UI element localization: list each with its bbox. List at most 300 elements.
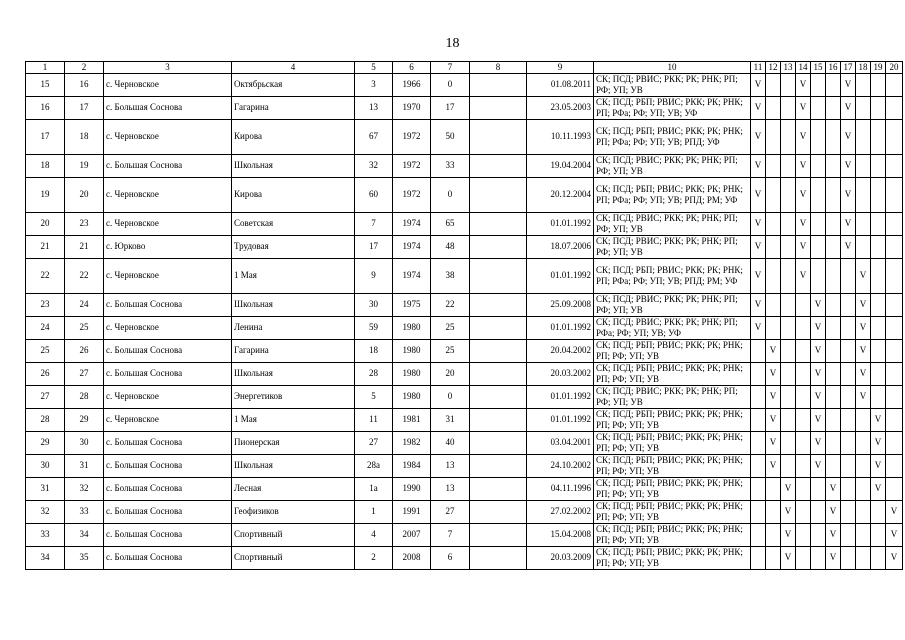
mark-cell-19: [871, 546, 886, 569]
date-cell: 23.05.2003: [527, 96, 594, 119]
mark-cell-16: [826, 119, 841, 154]
mark-cell-19: [871, 235, 886, 258]
column-7-cell: 13: [431, 477, 470, 500]
mark-cell-16: V: [826, 546, 841, 569]
mark-cell-19: [871, 500, 886, 523]
mark-cell-20: [886, 408, 903, 431]
column-8-cell: [470, 293, 527, 316]
mark-cell-19: [871, 362, 886, 385]
year-cell: 1980: [393, 316, 431, 339]
table-body: [26, 73, 903, 569]
mark-cell-17: [841, 454, 856, 477]
mark-cell-15: [811, 546, 826, 569]
row-number: 27: [26, 385, 65, 408]
mark-cell-14: V: [796, 119, 811, 154]
mark-cell-13: [781, 293, 796, 316]
mark-cell-20: [886, 293, 903, 316]
mark-cell-11: V: [751, 293, 766, 316]
table-row: [26, 523, 903, 546]
date-cell: 25.09.2008: [527, 293, 594, 316]
mark-cell-11: [751, 362, 766, 385]
codes-cell: СК; ПСД; РБП; РВИС; РКК; РК; РНК; РП; РФ; УП; УВ: [594, 500, 751, 523]
registry-number: 31: [65, 454, 104, 477]
mark-cell-12: V: [766, 431, 781, 454]
codes-cell: СК; ПСД; РВИС; РКК; РК; РНК; РП; РФ; УП; УВ: [594, 235, 751, 258]
column-7-cell: 0: [431, 385, 470, 408]
column-8-cell: [470, 362, 527, 385]
table-row: [26, 316, 903, 339]
page-number: 18: [445, 36, 460, 51]
year-cell: 1970: [393, 96, 431, 119]
row-number: 16: [26, 96, 65, 119]
mark-cell-20: [886, 154, 903, 177]
mark-cell-20: [886, 431, 903, 454]
mark-cell-12: V: [766, 454, 781, 477]
column-8-cell: [470, 177, 527, 212]
year-cell: 1974: [393, 258, 431, 293]
settlement-cell: с. Большая Соснова: [104, 477, 232, 500]
column-header-19: 19: [871, 62, 886, 74]
mark-cell-18: V: [856, 258, 871, 293]
house-number-cell: 60: [355, 177, 393, 212]
street-cell: Школьная: [232, 362, 355, 385]
mark-cell-13: [781, 212, 796, 235]
codes-cell: СК; ПСД; РБП; РВИС; РКК; РК; РНК; РП; РФ; УП; УВ: [594, 454, 751, 477]
date-cell: 04.11.1996: [527, 477, 594, 500]
date-cell: 27.02.2002: [527, 500, 594, 523]
mark-cell-11: [751, 339, 766, 362]
column-header-3: 3: [104, 62, 232, 74]
mark-cell-20: V: [886, 500, 903, 523]
column-header-6: 6: [393, 62, 431, 74]
street-cell: Гагарина: [232, 96, 355, 119]
mark-cell-17: [841, 523, 856, 546]
mark-cell-12: V: [766, 408, 781, 431]
registry-number: 30: [65, 431, 104, 454]
column-header-17: 17: [841, 62, 856, 74]
year-cell: 1975: [393, 293, 431, 316]
house-number-cell: 4: [355, 523, 393, 546]
mark-cell-20: [886, 362, 903, 385]
column-header-10: 10: [594, 62, 751, 74]
codes-cell: СК; ПСД; РБП; РВИС; РКК; РК; РНК; РП; РФ; УП; УВ: [594, 546, 751, 569]
row-number: 24: [26, 316, 65, 339]
mark-cell-18: [856, 454, 871, 477]
settlement-cell: с. Юрково: [104, 235, 232, 258]
codes-cell: СК; ПСД; РБП; РВИС; РКК; РК; РНК; РП; РФа; РФ; УП; УВ; РПД; РМ; УФ: [594, 177, 751, 212]
mark-cell-17: [841, 293, 856, 316]
row-number: 17: [26, 119, 65, 154]
mark-cell-20: [886, 177, 903, 212]
column-header-8: 8: [470, 62, 527, 74]
table-row: [26, 235, 903, 258]
mark-cell-16: [826, 154, 841, 177]
settlement-cell: с. Большая Соснова: [104, 293, 232, 316]
mark-cell-17: [841, 477, 856, 500]
mark-cell-15: [811, 73, 826, 96]
settlement-cell: с. Большая Соснова: [104, 339, 232, 362]
mark-cell-11: [751, 477, 766, 500]
registry-number: 24: [65, 293, 104, 316]
codes-cell: СК; ПСД; РБП; РВИС; РКК; РК; РНК; РП; РФ; УП; УВ: [594, 477, 751, 500]
mark-cell-12: V: [766, 339, 781, 362]
codes-cell: СК; ПСД; РВИС; РКК; РК; РНК; РП; РФа; РФ; УП; УВ; УФ: [594, 316, 751, 339]
house-number-cell: 11: [355, 408, 393, 431]
mark-cell-11: V: [751, 119, 766, 154]
mark-cell-17: V: [841, 212, 856, 235]
mark-cell-12: [766, 477, 781, 500]
mark-cell-12: [766, 293, 781, 316]
settlement-cell: с. Большая Соснова: [104, 431, 232, 454]
column-header-1: 1: [26, 62, 65, 74]
street-cell: Октябрьская: [232, 73, 355, 96]
codes-cell: СК; ПСД; РВИС; РКК; РК; РНК; РП; РФ; УП; УВ: [594, 73, 751, 96]
registry-number: 19: [65, 154, 104, 177]
mark-cell-17: [841, 339, 856, 362]
mark-cell-12: V: [766, 385, 781, 408]
year-cell: 1974: [393, 212, 431, 235]
mark-cell-13: [781, 119, 796, 154]
mark-cell-15: [811, 500, 826, 523]
mark-cell-16: [826, 408, 841, 431]
mark-cell-12: [766, 258, 781, 293]
mark-cell-17: [841, 500, 856, 523]
settlement-cell: с. Большая Соснова: [104, 546, 232, 569]
year-cell: 1984: [393, 454, 431, 477]
column-8-cell: [470, 154, 527, 177]
column-8-cell: [470, 523, 527, 546]
date-cell: 19.04.2004: [527, 154, 594, 177]
mark-cell-13: [781, 177, 796, 212]
mark-cell-18: V: [856, 385, 871, 408]
mark-cell-14: V: [796, 154, 811, 177]
mark-cell-14: [796, 431, 811, 454]
street-cell: Кирова: [232, 119, 355, 154]
mark-cell-20: [886, 73, 903, 96]
table-row: [26, 258, 903, 293]
table-row: [26, 154, 903, 177]
settlement-cell: с. Черновское: [104, 408, 232, 431]
table-row: [26, 454, 903, 477]
street-cell: Школьная: [232, 454, 355, 477]
mark-cell-12: [766, 119, 781, 154]
house-number-cell: 59: [355, 316, 393, 339]
mark-cell-18: V: [856, 316, 871, 339]
settlement-cell: с. Большая Соснова: [104, 523, 232, 546]
mark-cell-20: [886, 454, 903, 477]
mark-cell-11: [751, 500, 766, 523]
mark-cell-19: [871, 73, 886, 96]
street-cell: Кирова: [232, 177, 355, 212]
mark-cell-11: [751, 408, 766, 431]
mark-cell-15: V: [811, 362, 826, 385]
column-header-4: 4: [232, 62, 355, 74]
settlement-cell: с. Большая Соснова: [104, 96, 232, 119]
mark-cell-16: V: [826, 477, 841, 500]
mark-cell-16: [826, 212, 841, 235]
column-7-cell: 50: [431, 119, 470, 154]
settlement-cell: с. Черновское: [104, 385, 232, 408]
column-7-cell: 31: [431, 408, 470, 431]
codes-cell: СК; ПСД; РБП; РВИС; РКК; РК; РНК; РП; РФа; РФ; УП; УВ; РПД; УФ: [594, 119, 751, 154]
registry-number: 18: [65, 119, 104, 154]
date-cell: 20.04.2002: [527, 339, 594, 362]
mark-cell-11: V: [751, 212, 766, 235]
mark-cell-14: [796, 293, 811, 316]
column-8-cell: [470, 73, 527, 96]
settlement-cell: с. Черновское: [104, 73, 232, 96]
mark-cell-16: [826, 316, 841, 339]
mark-cell-18: [856, 212, 871, 235]
column-header-14: 14: [796, 62, 811, 74]
date-cell: 10.11.1993: [527, 119, 594, 154]
mark-cell-14: [796, 316, 811, 339]
mark-cell-18: V: [856, 293, 871, 316]
house-number-cell: 18: [355, 339, 393, 362]
table-row: [26, 177, 903, 212]
mark-cell-14: V: [796, 96, 811, 119]
column-header-16: 16: [826, 62, 841, 74]
codes-cell: СК; ПСД; РВИС; РКК; РК; РНК; РП; РФ; УП; УВ: [594, 154, 751, 177]
mark-cell-18: [856, 119, 871, 154]
mark-cell-19: [871, 293, 886, 316]
column-header-15: 15: [811, 62, 826, 74]
mark-cell-20: [886, 119, 903, 154]
mark-cell-19: [871, 96, 886, 119]
mark-cell-17: [841, 258, 856, 293]
date-cell: 01.08.2011: [527, 73, 594, 96]
mark-cell-18: [856, 154, 871, 177]
mark-cell-15: V: [811, 385, 826, 408]
column-7-cell: 25: [431, 339, 470, 362]
mark-cell-15: V: [811, 408, 826, 431]
registry-number: 34: [65, 523, 104, 546]
mark-cell-19: [871, 316, 886, 339]
codes-cell: СК; ПСД; РБП; РВИС; РКК; РК; РНК; РП; РФа; РФ; УП; УВ; УФ: [594, 96, 751, 119]
mark-cell-18: [856, 500, 871, 523]
column-8-cell: [470, 339, 527, 362]
mark-cell-15: [811, 119, 826, 154]
row-number: 21: [26, 235, 65, 258]
column-8-cell: [470, 500, 527, 523]
column-8-cell: [470, 96, 527, 119]
mark-cell-20: [886, 385, 903, 408]
table-row: [26, 293, 903, 316]
mark-cell-18: [856, 431, 871, 454]
mark-cell-18: [856, 96, 871, 119]
registry-number: 20: [65, 177, 104, 212]
mark-cell-14: [796, 408, 811, 431]
column-7-cell: 22: [431, 293, 470, 316]
mark-cell-17: V: [841, 96, 856, 119]
year-cell: 1972: [393, 177, 431, 212]
house-number-cell: 28а: [355, 454, 393, 477]
year-cell: 1974: [393, 235, 431, 258]
row-number: 28: [26, 408, 65, 431]
mark-cell-16: [826, 339, 841, 362]
mark-cell-13: [781, 316, 796, 339]
mark-cell-11: V: [751, 177, 766, 212]
street-cell: Пионерская: [232, 431, 355, 454]
codes-cell: СК; ПСД; РБП; РВИС; РКК; РК; РНК; РП; РФ; УП; УВ: [594, 339, 751, 362]
house-number-cell: 5: [355, 385, 393, 408]
mark-cell-15: [811, 212, 826, 235]
mark-cell-15: [811, 177, 826, 212]
row-number: 23: [26, 293, 65, 316]
column-header-13: 13: [781, 62, 796, 74]
column-7-cell: 0: [431, 73, 470, 96]
settlement-cell: с. Черновское: [104, 258, 232, 293]
row-number: 34: [26, 546, 65, 569]
mark-cell-18: V: [856, 339, 871, 362]
buildings-table: [25, 61, 903, 570]
mark-cell-12: [766, 500, 781, 523]
mark-cell-14: V: [796, 73, 811, 96]
street-cell: Гагарина: [232, 339, 355, 362]
table-row: [26, 477, 903, 500]
column-7-cell: 6: [431, 546, 470, 569]
year-cell: 1972: [393, 119, 431, 154]
house-number-cell: 1а: [355, 477, 393, 500]
column-8-cell: [470, 316, 527, 339]
mark-cell-17: [841, 546, 856, 569]
mark-cell-14: [796, 362, 811, 385]
column-8-cell: [470, 212, 527, 235]
table-row: [26, 546, 903, 569]
mark-cell-16: [826, 73, 841, 96]
date-cell: 24.10.2002: [527, 454, 594, 477]
mark-cell-13: [781, 454, 796, 477]
house-number-cell: 13: [355, 96, 393, 119]
date-cell: 01.01.1992: [527, 408, 594, 431]
codes-cell: СК; ПСД; РБП; РВИС; РКК; РК; РНК; РП; РФ; УП; УВ: [594, 362, 751, 385]
row-number: 22: [26, 258, 65, 293]
mark-cell-13: [781, 96, 796, 119]
column-8-cell: [470, 546, 527, 569]
mark-cell-20: [886, 212, 903, 235]
mark-cell-18: [856, 523, 871, 546]
house-number-cell: 28: [355, 362, 393, 385]
mark-cell-20: V: [886, 546, 903, 569]
mark-cell-15: V: [811, 316, 826, 339]
house-number-cell: 17: [355, 235, 393, 258]
mark-cell-19: V: [871, 431, 886, 454]
column-7-cell: 17: [431, 96, 470, 119]
mark-cell-12: [766, 177, 781, 212]
column-header-11: 11: [751, 62, 766, 74]
settlement-cell: с. Большая Соснова: [104, 154, 232, 177]
street-cell: Ленина: [232, 316, 355, 339]
mark-cell-14: V: [796, 235, 811, 258]
mark-cell-16: [826, 385, 841, 408]
street-cell: Советская: [232, 212, 355, 235]
codes-cell: СК; ПСД; РБП; РВИС; РКК; РК; РНК; РП; РФ; УП; УВ: [594, 408, 751, 431]
mark-cell-14: [796, 523, 811, 546]
column-header-18: 18: [856, 62, 871, 74]
mark-cell-15: [811, 154, 826, 177]
registry-number: 27: [65, 362, 104, 385]
table-row: [26, 96, 903, 119]
mark-cell-11: [751, 454, 766, 477]
mark-cell-16: [826, 293, 841, 316]
column-8-cell: [470, 119, 527, 154]
mark-cell-16: [826, 96, 841, 119]
registry-number: 28: [65, 385, 104, 408]
column-8-cell: [470, 477, 527, 500]
mark-cell-20: [886, 235, 903, 258]
settlement-cell: с. Большая Соснова: [104, 362, 232, 385]
mark-cell-20: [886, 96, 903, 119]
settlement-cell: с. Черновское: [104, 119, 232, 154]
mark-cell-20: [886, 339, 903, 362]
mark-cell-15: [811, 96, 826, 119]
mark-cell-17: [841, 362, 856, 385]
mark-cell-16: V: [826, 523, 841, 546]
mark-cell-12: V: [766, 362, 781, 385]
mark-cell-19: [871, 177, 886, 212]
mark-cell-18: [856, 477, 871, 500]
street-cell: Лесная: [232, 477, 355, 500]
year-cell: 1980: [393, 385, 431, 408]
mark-cell-11: V: [751, 258, 766, 293]
house-number-cell: 27: [355, 431, 393, 454]
mark-cell-17: [841, 385, 856, 408]
mark-cell-12: [766, 546, 781, 569]
mark-cell-13: V: [781, 477, 796, 500]
mark-cell-11: V: [751, 235, 766, 258]
mark-cell-17: V: [841, 73, 856, 96]
registry-number: 35: [65, 546, 104, 569]
mark-cell-14: [796, 385, 811, 408]
date-cell: 18.07.2006: [527, 235, 594, 258]
settlement-cell: с. Черновское: [104, 316, 232, 339]
codes-cell: СК; ПСД; РВИС; РКК; РК; РНК; РП; РФ; УП; УВ: [594, 212, 751, 235]
row-number: 32: [26, 500, 65, 523]
mark-cell-15: [811, 523, 826, 546]
column-7-cell: 27: [431, 500, 470, 523]
settlement-cell: с. Черновское: [104, 212, 232, 235]
column-header-9: 9: [527, 62, 594, 74]
mark-cell-13: [781, 362, 796, 385]
column-8-cell: [470, 235, 527, 258]
mark-cell-15: V: [811, 339, 826, 362]
mark-cell-12: [766, 523, 781, 546]
column-8-cell: [470, 258, 527, 293]
table-row: [26, 500, 903, 523]
registry-number: 23: [65, 212, 104, 235]
column-7-cell: 20: [431, 362, 470, 385]
mark-cell-11: V: [751, 73, 766, 96]
mark-cell-13: V: [781, 500, 796, 523]
year-cell: 1980: [393, 339, 431, 362]
mark-cell-11: V: [751, 316, 766, 339]
mark-cell-17: V: [841, 235, 856, 258]
mark-cell-19: [871, 339, 886, 362]
table-row: [26, 431, 903, 454]
mark-cell-18: V: [856, 362, 871, 385]
house-number-cell: 7: [355, 212, 393, 235]
mark-cell-15: V: [811, 293, 826, 316]
column-7-cell: 7: [431, 523, 470, 546]
codes-cell: СК; ПСД; РВИС; РКК; РК; РНК; РП; РФ; УП; УВ: [594, 385, 751, 408]
column-header-7: 7: [431, 62, 470, 74]
mark-cell-13: [781, 235, 796, 258]
mark-cell-17: V: [841, 119, 856, 154]
date-cell: 20.12.2004: [527, 177, 594, 212]
mark-cell-15: [811, 258, 826, 293]
settlement-cell: с. Большая Соснова: [104, 500, 232, 523]
mark-cell-16: [826, 454, 841, 477]
